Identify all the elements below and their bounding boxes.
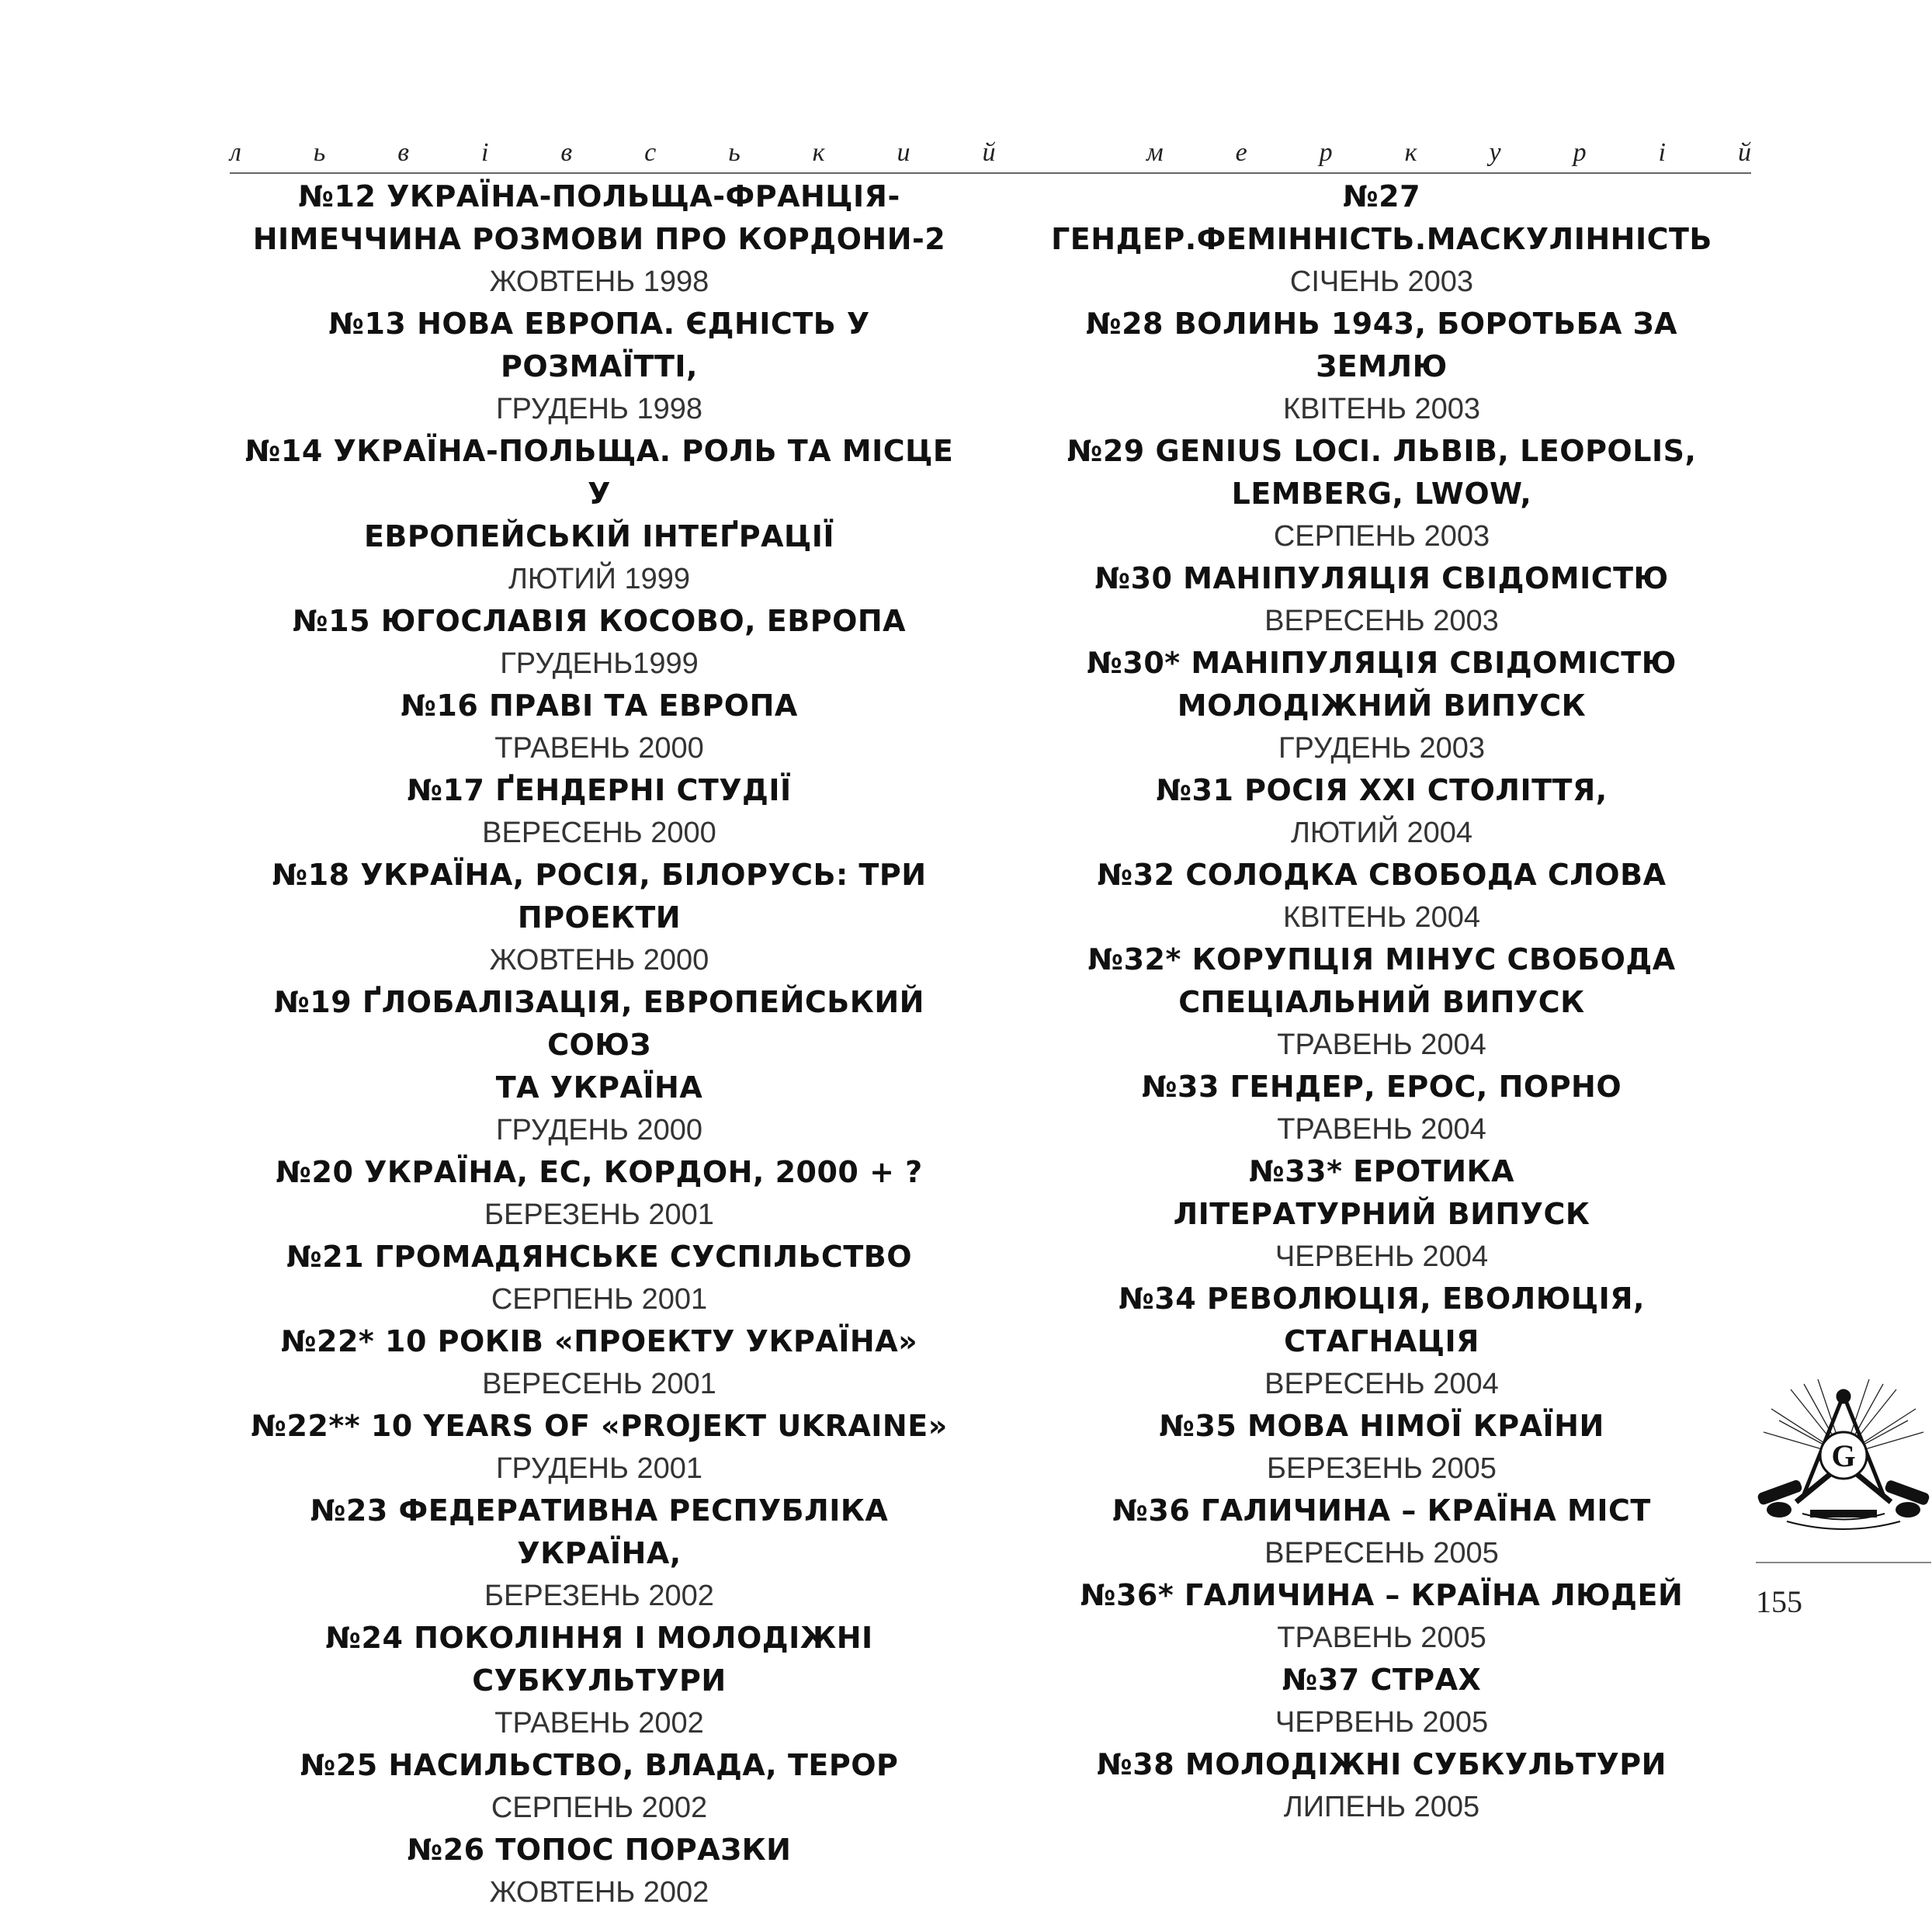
issue-title: №37 СТРАХ xyxy=(1282,1663,1482,1697)
issue-title: №27 ГЕНДЕР.ФЕМІННІСТЬ.МАСКУЛІННІСТЬ xyxy=(1051,179,1712,256)
issue-date: СЕРПЕНЬ 2002 xyxy=(491,1792,708,1824)
running-head-letter: у xyxy=(1489,138,1501,167)
issue-title: №33* ЕРОТИКА ЛІТЕРАТУРНИЙ ВИПУСК xyxy=(1173,1154,1590,1231)
issue-title: №32 СОЛОДКА СВОБОДА СЛОВА xyxy=(1097,858,1667,892)
running-head xyxy=(230,130,1751,168)
issue-date: ГРУДЕНЬ1999 xyxy=(500,647,699,680)
issue-title: №25 НАСИЛЬСТВО, ВЛАДА, ТЕРОР xyxy=(300,1748,899,1782)
issue-date: СІЧЕНЬ 2003 xyxy=(1289,265,1474,298)
issue-date: ЖОВТЕНЬ 2002 xyxy=(489,1876,709,1909)
issue-date: КВІТЕНЬ 2003 xyxy=(1282,393,1481,425)
issue-title: №20 УКРАЇНА, ЕС, КОРДОН, 2000 + ? xyxy=(276,1155,923,1189)
issue-title: №35 МОВА НІМОЇ КРАЇНИ xyxy=(1159,1409,1604,1443)
running-head-letter: ь xyxy=(728,138,741,167)
emblem-letter: G xyxy=(1831,1438,1856,1473)
issue-title: №15 ЮГОСЛАВІЯ КОСОВО, ЕВРОПА xyxy=(292,604,907,638)
issue-title: №19 ҐЛОБАЛІЗАЦІЯ, ЕВРОПЕЙСЬКИЙ СОЮЗ ТА УКРАЇНА xyxy=(274,985,924,1105)
issue-title: №22* 10 РОКІВ «ПРОЕКТУ УКРАЇНА» xyxy=(280,1324,918,1358)
issue-title: №26 ТОПОС ПОРАЗКИ xyxy=(407,1833,792,1867)
issue-title: №18 УКРАЇНА, РОСІЯ, БІЛОРУСЬ: ТРИ ПРОЕКТИ xyxy=(272,858,927,935)
issue-title: №13 НОВА ЕВРОПА. ЄДНІСТЬ У РОЗМАЇТТІ, xyxy=(328,307,870,383)
issue-title: №36* ГАЛИЧИНА – КРАЇНА ЛЮДЕЙ xyxy=(1080,1578,1684,1612)
masonic-emblem-icon xyxy=(1756,1378,1931,1533)
issue-title: №16 ПРАВІ ТА ЕВРОПА xyxy=(401,689,798,723)
running-head-letter: в xyxy=(397,138,410,167)
issue-date: ГРУДЕНЬ 2001 xyxy=(495,1452,703,1485)
issue-title: №38 МОЛОДІЖНІ СУБКУЛЬТУРИ xyxy=(1097,1747,1667,1781)
issue-date: БЕРЕЗЕНЬ 2005 xyxy=(1267,1452,1497,1485)
running-head-letter: м xyxy=(1146,138,1164,167)
issue-date: ЛИПЕНЬ 2005 xyxy=(1283,1791,1480,1823)
issue-date: БЕРЕЗЕНЬ 2002 xyxy=(484,1580,714,1612)
issue-title: №23 ФЕДЕРАТИВНА РЕСПУБЛІКА УКРАЇНА, xyxy=(310,1493,889,1570)
running-head-letter: к xyxy=(812,138,825,167)
issue-date: ЧЕРВЕНЬ 2004 xyxy=(1275,1240,1489,1273)
running-head-letter: р xyxy=(1319,138,1333,167)
running-head-letter: с xyxy=(644,138,657,167)
issue-date: ВЕРЕСЕНЬ 2003 xyxy=(1264,605,1499,637)
issue-title: №30 МАНІПУЛЯЦІЯ СВІДОМІСТЮ xyxy=(1094,561,1669,595)
running-head-letter: в xyxy=(560,138,573,167)
issue-title: №17 ҐЕНДЕРНІ СТУДІЇ xyxy=(407,773,792,807)
issue-date: ГРУДЕНЬ 2003 xyxy=(1278,732,1486,765)
issue-date: ЛЮТИЙ 2004 xyxy=(1290,817,1473,849)
running-head-gap xyxy=(1067,138,1074,168)
issue-title: №32* КОРУПЦІЯ МІНУС СВОБОДА СПЕЦІАЛЬНИЙ ВИПУСК xyxy=(1087,942,1676,1019)
issue-date: ЧЕРВЕНЬ 2005 xyxy=(1275,1706,1489,1739)
issue-date: ТРАВЕНЬ 2000 xyxy=(494,732,704,765)
issue-date: ТРАВЕНЬ 2004 xyxy=(1277,1028,1486,1061)
running-head-letter: е xyxy=(1235,138,1247,167)
issue-title: №22** 10 YEARS OF «PROJEKT UKRAINE» xyxy=(251,1409,948,1443)
issue-date: ТРАВЕНЬ 2005 xyxy=(1277,1622,1486,1654)
issue-date: БЕРЕЗЕНЬ 2001 xyxy=(484,1198,714,1231)
running-head-letter: к xyxy=(1404,138,1417,167)
issue-date: ЖОВТЕНЬ 1998 xyxy=(489,265,709,298)
issue-title: №33 ГЕНДЕР, ЕРОС, ПОРНО xyxy=(1141,1070,1622,1104)
header-rule xyxy=(230,172,1751,174)
issue-date: ГРУДЕНЬ 1998 xyxy=(495,393,703,425)
issue-date: КВІТЕНЬ 2004 xyxy=(1282,901,1481,934)
issue-date: ТРАВЕНЬ 2002 xyxy=(494,1707,704,1739)
issue-date: СЕРПЕНЬ 2001 xyxy=(491,1283,708,1316)
issue-date: ТРАВЕНЬ 2004 xyxy=(1277,1113,1486,1146)
issue-date: СЕРПЕНЬ 2003 xyxy=(1273,520,1490,553)
issue-title: №31 РОСІЯ XXI СТОЛІТТЯ, xyxy=(1156,773,1608,807)
running-head-letter: ь xyxy=(313,138,326,167)
issue-title: №28 ВОЛИНЬ 1943, БОРОТЬБА ЗА ЗЕМЛЮ xyxy=(1085,307,1678,383)
running-head-letter: й xyxy=(982,138,996,167)
issue-date: ВЕРЕСЕНЬ 2001 xyxy=(482,1368,716,1400)
issue-title: №29 GENIUS LOCI. ЛЬВІВ, LEOPOLIS, LEMBERG, LWOW, xyxy=(1067,434,1697,511)
running-head-letter: л xyxy=(230,138,241,167)
issue-date: ЛЮТИЙ 1999 xyxy=(508,563,691,595)
page-number: 155 xyxy=(1756,1584,1802,1619)
footer-rule xyxy=(1756,1562,1931,1563)
right-issue-column xyxy=(1017,175,1746,1828)
issue-date: ВЕРЕСЕНЬ 2000 xyxy=(482,817,716,849)
issue-date: ГРУДЕНЬ 2000 xyxy=(495,1114,703,1146)
running-head-letter: р xyxy=(1573,138,1587,167)
running-head-letter: й xyxy=(1737,138,1751,167)
running-head-letter: і xyxy=(480,138,489,167)
issue-date: ЖОВТЕНЬ 2000 xyxy=(489,944,709,976)
issue-date: ВЕРЕСЕНЬ 2005 xyxy=(1264,1537,1499,1570)
issue-title: №12 УКРАЇНА-ПОЛЬЩА-ФРАНЦІЯ- НІМЕЧЧИНА РОЗМОВИ ПРО КОРДОНИ-2 xyxy=(252,179,946,256)
running-head-letter: и xyxy=(897,138,911,167)
issue-date: ВЕРЕСЕНЬ 2004 xyxy=(1264,1368,1499,1400)
issue-title: №14 УКРАЇНА-ПОЛЬЩА. РОЛЬ ТА МІСЦЕ У ЕВРОПЕЙСЬКІЙ ІНТЕҐРАЦІЇ xyxy=(245,434,954,553)
issue-title: №34 РЕВОЛЮЦІЯ, ЕВОЛЮЦІЯ, СТАГНАЦІЯ xyxy=(1119,1282,1645,1358)
issue-title: №21 ГРОМАДЯНСЬКЕ СУСПІЛЬСТВО xyxy=(286,1240,913,1274)
issue-title: №24 ПОКОЛІННЯ І МОЛОДІЖНІ СУБКУЛЬТУРИ xyxy=(325,1621,873,1698)
running-head-letter: і xyxy=(1658,138,1666,167)
issue-title: №30* МАНІПУЛЯЦІЯ СВІДОМІСТЮ МОЛОДІЖНИЙ ВИПУСК xyxy=(1087,646,1677,723)
issue-title: №36 ГАЛИЧИНА – КРАЇНА МІСТ xyxy=(1112,1493,1651,1528)
left-issue-column xyxy=(230,175,969,1913)
